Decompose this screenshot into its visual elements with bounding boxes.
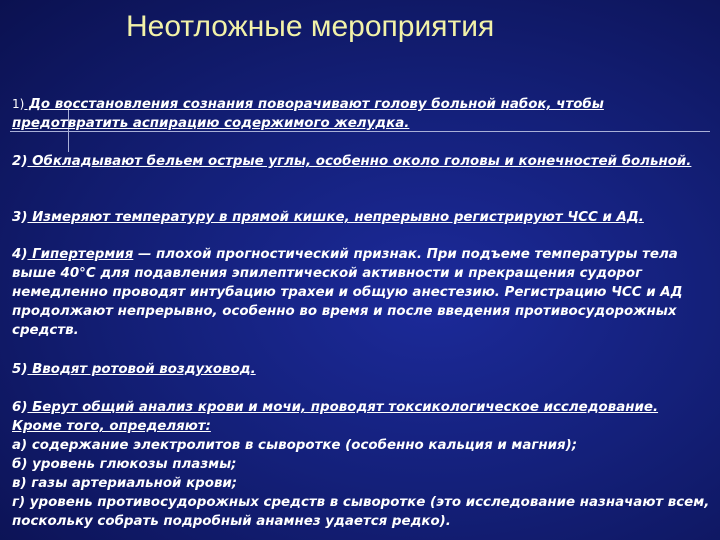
item-3-number: 3)	[12, 210, 28, 225]
item-4	[12, 245, 712, 340]
item-6-subitem-c: в) газы артериальной крови;	[12, 476, 238, 491]
item-3-text: Измеряют температуру в прямой кишке, непрерывно регистрируют ЧСС и АД.	[27, 210, 644, 225]
item-6-subitem-d: г) уровень противосудорожных средств в сыворотке (это исследование назначают всем, поскольку собрать подробный анамнез удается редко).	[12, 495, 710, 529]
item-5-text: Вводят ротовой воздуховод.	[27, 362, 256, 377]
item-1	[12, 95, 712, 133]
item-2-text: Обкладывают бельем острые углы, особенно около головы и конечностей больной.	[27, 154, 692, 169]
item-1-number: 1)	[12, 97, 25, 111]
item-6-subitem-b: б) уровень глюкозы плазмы;	[12, 457, 237, 472]
item-4-text: Гипертермия	[27, 247, 134, 262]
slide-title: Неотложные мероприятия	[126, 10, 495, 43]
item-1-text: До восстановления сознания поворачивают голову больной набок, чтобы предотвратить аспирацию содержимого желудка.	[12, 97, 604, 131]
item-4-rest: — плохой прогностический признак. При подъеме температуры тела выше 40°С для подавления эпилептической активности и прекращения судорог немедленно проводят интубацию трахеи и общую анестезию. Регистрацию ЧСС и АД продолжают непрерывно, особенно во время и после введения противосудорожных средств.	[12, 247, 683, 338]
item-3	[12, 208, 712, 227]
item-6-subitem-a: а) содержание электролитов в сыворотке (особенно кальция и магния);	[12, 438, 578, 453]
item-5-number: 5)	[12, 362, 28, 377]
item-4-number: 4)	[12, 247, 28, 262]
item-2-number: 2)	[12, 154, 28, 169]
item-6-number: 6)	[12, 400, 28, 415]
item-6	[12, 398, 712, 531]
item-6-text: Берут общий анализ крови и мочи, проводят токсикологическое исследование. Кроме того, определяют:	[12, 400, 659, 434]
item-5	[12, 360, 712, 379]
item-2	[12, 152, 712, 171]
